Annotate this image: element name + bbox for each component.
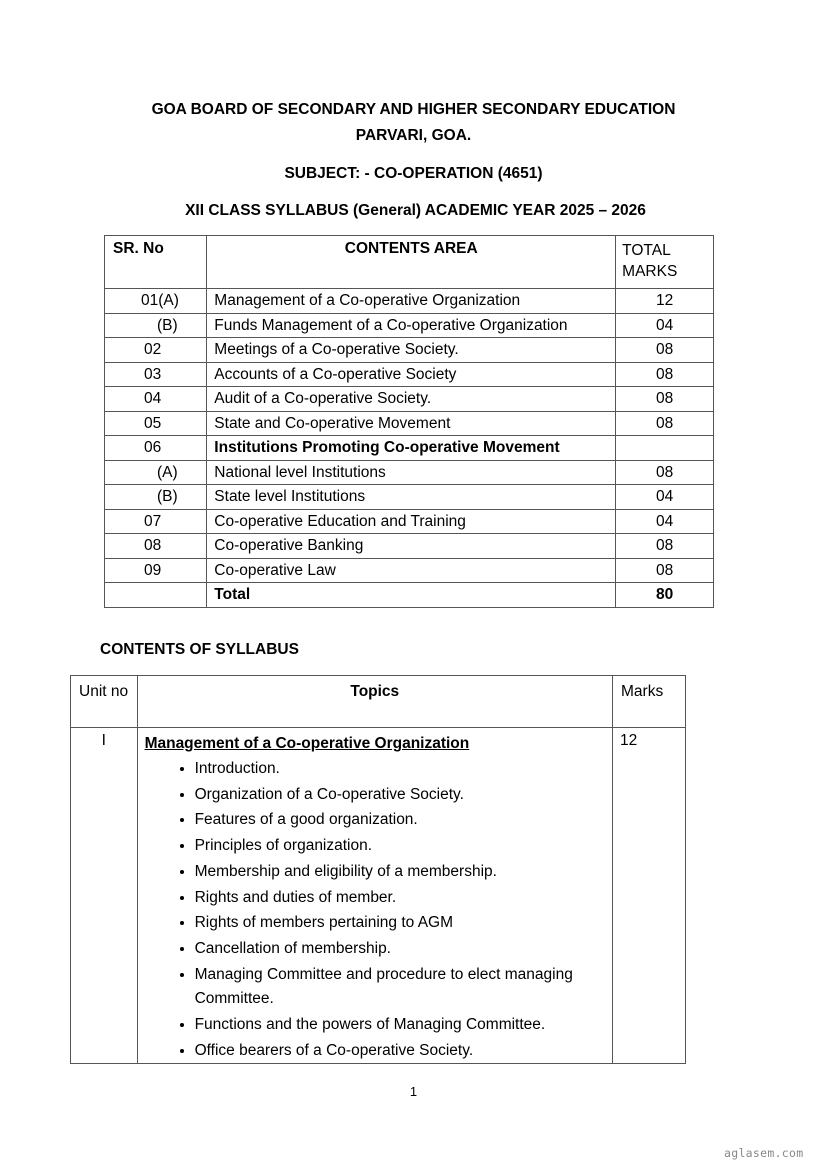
board-location: PARVARI, GOA. (355, 127, 472, 144)
sr-no-cell (105, 436, 207, 461)
list-item: • Rights of members pertaining to AGM (195, 910, 612, 936)
list-item: • Principles of organization. (195, 833, 612, 859)
sr-no-cell (105, 558, 207, 583)
header-total-marks: TOTAL MARKS (616, 236, 714, 289)
sr-no-cell (105, 313, 207, 338)
sr-no: (A) (157, 463, 178, 481)
sr-no-cell (105, 534, 207, 559)
unit-number: I (71, 728, 138, 1064)
header-unit-no: Unit no (71, 676, 138, 728)
subject-title: SUBJECT: - CO-OPERATION (4651) (284, 165, 543, 182)
sr-no: 01(A) (141, 292, 179, 309)
table-header-row (71, 676, 686, 728)
unit-topics-cell (137, 728, 612, 1064)
sr-no-cell (105, 583, 207, 608)
sr-no: 05 (144, 414, 162, 432)
table-row (105, 460, 714, 485)
contents-area-cell: Total (207, 583, 616, 608)
syllabus-title: XII CLASS SYLLABUS (General) ACADEMIC YEAR 2025 – 2026 (185, 202, 646, 219)
table-row (105, 558, 714, 583)
sr-no-cell (105, 460, 207, 485)
table-row (105, 509, 714, 534)
syllabus-contents-table (70, 675, 686, 1064)
sr-no: 07 (144, 512, 162, 530)
unit-title: Management of a Co-operative Organization (144, 735, 470, 752)
table-row (105, 362, 714, 387)
sr-no-cell (105, 289, 207, 314)
table-row (105, 534, 714, 559)
contents-area-cell: National level Institutions (207, 460, 616, 485)
list-item: • Rights and duties of member. (195, 885, 612, 911)
watermark: aglasem.com (724, 1146, 804, 1160)
marks-cell: 08 (616, 558, 714, 583)
table-row (105, 387, 714, 412)
contents-area-cell: State level Institutions (207, 485, 616, 510)
table-row (71, 728, 686, 1064)
sr-no-cell (105, 411, 207, 436)
contents-area-cell: Meetings of a Co-operative Society. (207, 338, 616, 363)
sr-no: 03 (144, 365, 162, 383)
marks-cell: 12 (616, 289, 714, 314)
contents-area-cell: Institutions Promoting Co-operative Movement (207, 436, 616, 461)
marks-cell: 80 (616, 583, 714, 608)
sr-no: (B) (157, 488, 178, 505)
header-marks: Marks (613, 676, 686, 728)
marks-cell (616, 436, 714, 461)
sr-no: (B) (157, 316, 178, 334)
header-contents-area: CONTENTS AREA (207, 236, 616, 289)
topic-list (138, 756, 612, 1063)
unit-marks: 12 (613, 728, 686, 1064)
table-row (105, 485, 714, 510)
marks-cell: 04 (616, 509, 714, 534)
list-item: • Managing Committee and procedure to elect managing Committee. (195, 962, 612, 1012)
marks-cell: 04 (616, 485, 714, 510)
sr-no: 09 (144, 561, 162, 579)
sr-no-cell (105, 387, 207, 412)
marks-cell: 08 (616, 362, 714, 387)
sr-no-cell (105, 338, 207, 363)
contents-area-cell: Management of a Co-operative Organization (207, 289, 616, 314)
header-topics: Topics (137, 676, 612, 728)
contents-area-cell: Audit of a Co-operative Society. (207, 387, 616, 412)
contents-area-cell: Co-operative Law (207, 558, 616, 583)
marks-cell: 08 (616, 411, 714, 436)
table-row (105, 338, 714, 363)
table-row (105, 289, 714, 314)
table-row (105, 313, 714, 338)
contents-area-cell: Co-operative Education and Training (207, 509, 616, 534)
list-item: • Organization of a Co-operative Society. (195, 782, 612, 808)
marks-cell: 04 (616, 313, 714, 338)
contents-section-title: CONTENTS OF SYLLABUS (100, 641, 299, 658)
marks-cell: 08 (616, 338, 714, 363)
header-sr-no: SR. No (105, 236, 207, 289)
marks-distribution-table (104, 235, 714, 608)
list-item: • Introduction. (195, 756, 612, 782)
table-row (105, 583, 714, 608)
sr-no-cell (105, 485, 207, 510)
page-number: 1 (409, 1084, 418, 1099)
list-item: • Cancellation of membership. (195, 936, 612, 962)
sr-no-cell (105, 362, 207, 387)
contents-area-cell: Funds Management of a Co-operative Organization (207, 313, 616, 338)
table-header-row (105, 236, 714, 289)
list-item: • Membership and eligibility of a membership. (195, 859, 612, 885)
sr-no: 08 (144, 537, 162, 554)
list-item: • Office bearers of a Co-operative Society. (195, 1038, 612, 1064)
table-row (105, 436, 714, 461)
list-item: • Functions and the powers of Managing Committee. (195, 1012, 612, 1038)
marks-cell: 08 (616, 534, 714, 559)
contents-area-cell: State and Co-operative Movement (207, 411, 616, 436)
board-title: GOA BOARD OF SECONDARY AND HIGHER SECONDARY EDUCATION (151, 101, 676, 118)
sr-no: 06 (144, 439, 162, 456)
sr-no: 04 (144, 390, 162, 407)
sr-no: 02 (144, 341, 162, 358)
marks-cell: 08 (616, 387, 714, 412)
table-row (105, 411, 714, 436)
contents-area-cell: Accounts of a Co-operative Society (207, 362, 616, 387)
contents-area-cell: Co-operative Banking (207, 534, 616, 559)
sr-no-cell (105, 509, 207, 534)
list-item: • Features of a good organization. (195, 807, 612, 833)
marks-cell: 08 (616, 460, 714, 485)
